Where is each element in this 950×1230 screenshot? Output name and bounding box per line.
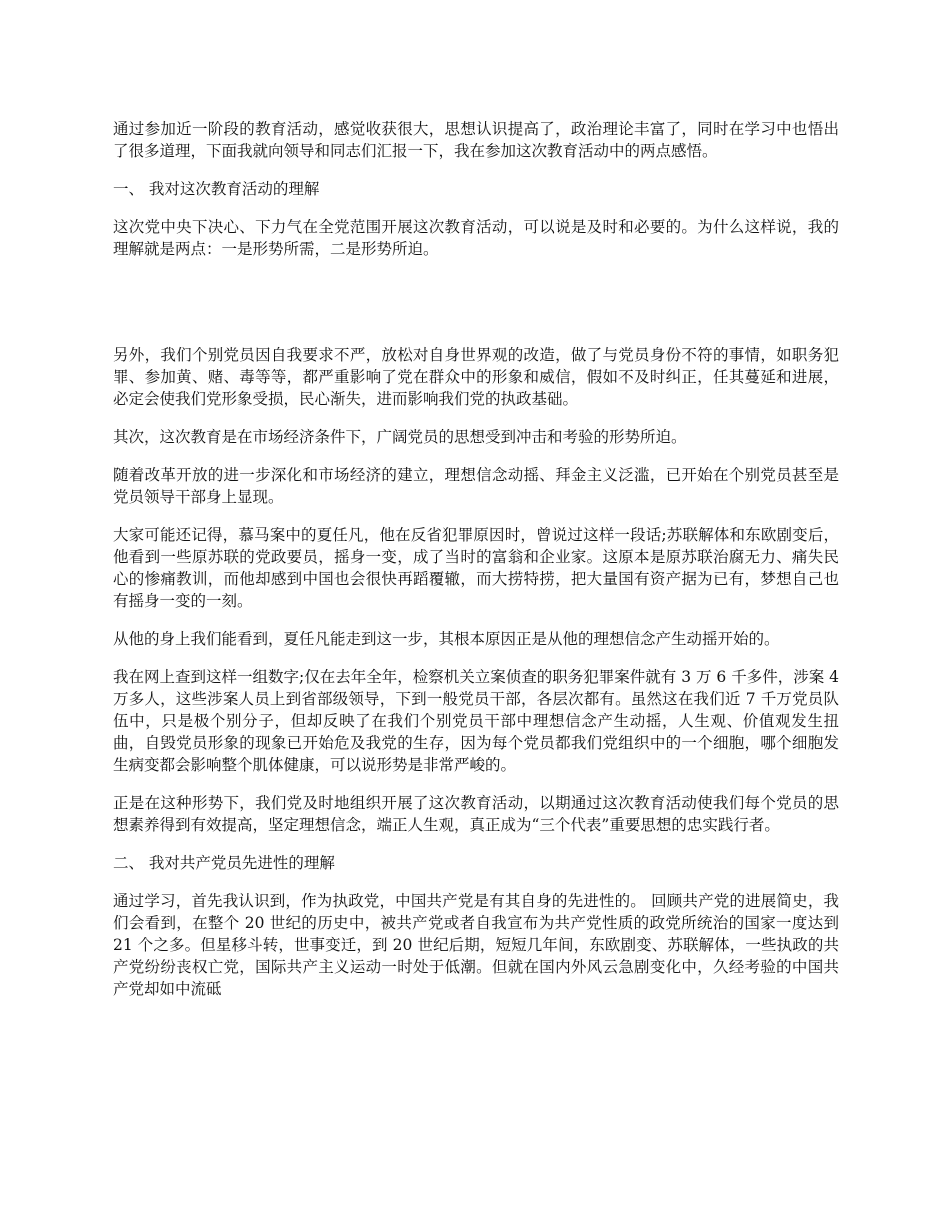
paragraph-3: 其次，这次教育是在市场经济条件下，广阔党员的思想受到冲击和考验的形势所迫。 [113,428,687,446]
paragraph-4: 随着改革开放的进一步深化和市场经济的建立，理想信念动摇、拜金主义泛滥，已开始在个别党员甚至是党员领导干部身上显现。 [113,466,839,506]
document-body [113,118,839,1016]
paragraph-5: 大家可能还记得，慕马案中的夏任凡，他在反省犯罪原因时，曾说过这样一段话;苏联解体和东欧剧变后，他看到一些原苏联的党政要员，摇身一变，成了当时的富翁和企业家。这原本是原苏联治腐无力、痛失民心的惨痛教训，而他却感到中国也会很快再蹈覆辙，而大捞特捞，把大量国有资产据为已有，梦想自己也有摇身一变的一刻。 [113,526,839,610]
paragraph-6: 从他的身上我们能看到，夏任凡能走到这一步，其根本原因正是从他的理想信念产生动摇开始的。 [113,630,780,648]
blank-gap [113,276,839,344]
intro-paragraph: 通过参加近一阶段的教育活动，感觉收获很大，思想认识提高了，政治理论丰富了，同时在学习中也悟出了很多道理，下面我就向领导和同志们汇报一下，我在参加这次教育活动中的两点感悟。 [113,120,839,160]
paragraph-2: 另外，我们个别党员因自我要求不严，放松对自身世界观的改造，做了与党员身份不符的事情，如职务犯罪、参加黄、赌、毒等等，都严重影响了党在群众中的形象和威信，假如不及时纠正，任其蔓延和进展，必定会使我们党形象受损，民心渐失，进而影响我们党的执政基础。 [113,346,839,408]
section-heading-2: 二、 我对共产党员先进性的理解 [113,854,335,872]
paragraph-1: 这次党中央下决心、下力气在全党范围开展这次教育活动，可以说是及时和必要的。为什么这样说，我的理解就是两点：一是形势所需，二是形势所迫。 [113,218,839,258]
paragraph-9: 通过学习，首先我认识到，作为执政党，中国共产党是有其自身的先进性的。 回顾共产党的进展简史，我们会看到，在整个 20 世纪的历史中，被共产党或者自我宣布为共产党性质的政党所统治的国家一度达到 21 个之多。但星移斗转，世事变迁，到 20 世纪后期，短短几年间，东欧剧变、苏联解体，一些执政的共产党纷纷丧权亡党，国际共产主义运动一时处于低潮。但就在国内外风云急剧变化中，久经考验的中国共产党却如中流砥 [113,892,839,998]
paragraph-7: 我在网上查到这样一组数字;仅在去年全年，检察机关立案侦查的职务犯罪案件就有 3 万 6 千多件，涉案 4 万多人，这些涉案人员上到省部级领导，下到一般党员干部，各层次都有。虽然这在我们近 7 千万党员队伍中，只是极个别分子，但却反映了在我们个别党员干部中理想信念产生动摇，人生观、价值观发生扭曲，自毁党员形象的现象已开始危及我党的生存，因为每个党员都我们党组织中的一个细胞，哪个细胞发生病变都会影响整个肌体健康，可以说形势是非常严峻的。 [113,668,839,774]
paragraph-8: 正是在这种形势下，我们党及时地组织开展了这次教育活动，以期通过这次教育活动使我们每个党员的思想素养得到有效提高，坚定理想信念，端正人生观，真正成为“三个代表”重要思想的忠实践行者。 [113,794,839,834]
section-heading-1: 一、 我对这次教育活动的理解 [113,180,320,198]
